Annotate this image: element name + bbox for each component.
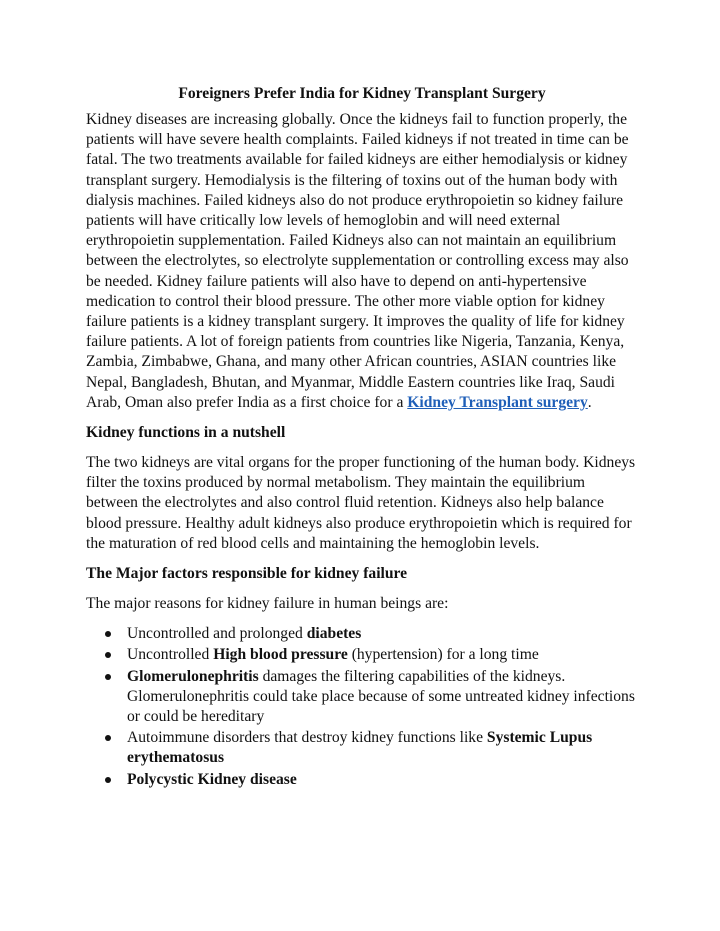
document-title: Foreigners Prefer India for Kidney Transplant Surgery xyxy=(178,85,546,102)
list-item: Glomerulonephritis damages the filtering capabilities of the kidneys. Glomerulonephritis could take place because of some untreated kidney infections or could be hereditary xyxy=(86,667,638,728)
list-item: Autoimmune disorders that destroy kidney functions like Systemic Lupus erythematosus xyxy=(86,728,638,768)
bullet-bold-term: Glomerulonephritis xyxy=(127,667,259,685)
section-heading-kidney-failure-factors: The Major factors responsible for kidney failure xyxy=(86,565,408,583)
bullet-bold-term: Polycystic Kidney disease xyxy=(127,770,297,788)
kidney-transplant-surgery-link[interactable]: Kidney Transplant surgery xyxy=(407,393,588,411)
bullet-bold-term: diabetes xyxy=(306,625,362,643)
list-item: Uncontrolled High blood pressure (hypertension) for a long time xyxy=(86,645,638,665)
bullet-icon xyxy=(105,674,111,680)
bullet-icon xyxy=(105,777,111,783)
kidney-failure-intro: The major reasons for kidney failure in human beings are: xyxy=(86,595,449,613)
bullet-bold-term: Systemic Lupus erythematosus xyxy=(127,729,593,767)
list-item: Uncontrolled and prolonged diabetes xyxy=(86,624,638,644)
section-heading-kidney-functions: Kidney functions in a nutshell xyxy=(86,424,286,442)
document-body xyxy=(86,84,638,791)
kidney-functions-paragraph: The two kidneys are vital organs for the proper functioning of the human body. Kidneys filter the toxins produced by normal metabolism. They maintain the equilibrium between the electrolytes and also control fluid retention. Kidneys also help balance blood pressure. Healthy adult kidneys also produce erythropoietin which is required for the maturation of red blood cells and maintaining the hemoglobin levels. xyxy=(86,454,636,552)
list-item xyxy=(86,770,638,790)
bullet-icon xyxy=(105,631,111,637)
kidney-failure-causes-list xyxy=(86,624,638,790)
intro-paragraph-trailing: . xyxy=(587,393,592,411)
bullet-icon xyxy=(105,652,111,658)
intro-paragraph-text: Kidney diseases are increasing globally. Once the kidneys fail to function properly, the patients will have severe health complaints. Failed kidneys if not treated in time can be fatal. The two treatments available for failed kidneys are either hemodialysis or kidney transplant surgery. Hemodialysis is the filtering of toxins out of the human body with dialysis machines. Failed kidneys also do not produce erythropoietin so kidney failure patients will have critically low levels of hemoglobin and will need external erythropoietin supplementation. Failed Kidneys also can not maintain an equilibrium between the electrolytes, so electrolyte supplementation or controlling excess may also be needed. Kidney failure patients will also have to depend on anti-hypertensive medication to control their blood pressure. The other more viable option for kidney failure patients is a kidney transplant surgery. It improves the quality of life for kidney failure patients. A lot of foreign patients from countries like Nigeria, Tanzania, Kenya, Zambia, Zimbabwe, Ghana, and many other African countries, ASIAN countries like Nepal, Bangladesh, Bhutan, and Myanmar, Middle Eastern countries like Iraq, Saudi Arab, Oman also prefer India as a first choice for a xyxy=(86,111,629,411)
bullet-icon xyxy=(105,735,111,741)
bullet-bold-term: High blood pressure xyxy=(213,646,348,664)
intro-paragraph xyxy=(86,110,638,413)
